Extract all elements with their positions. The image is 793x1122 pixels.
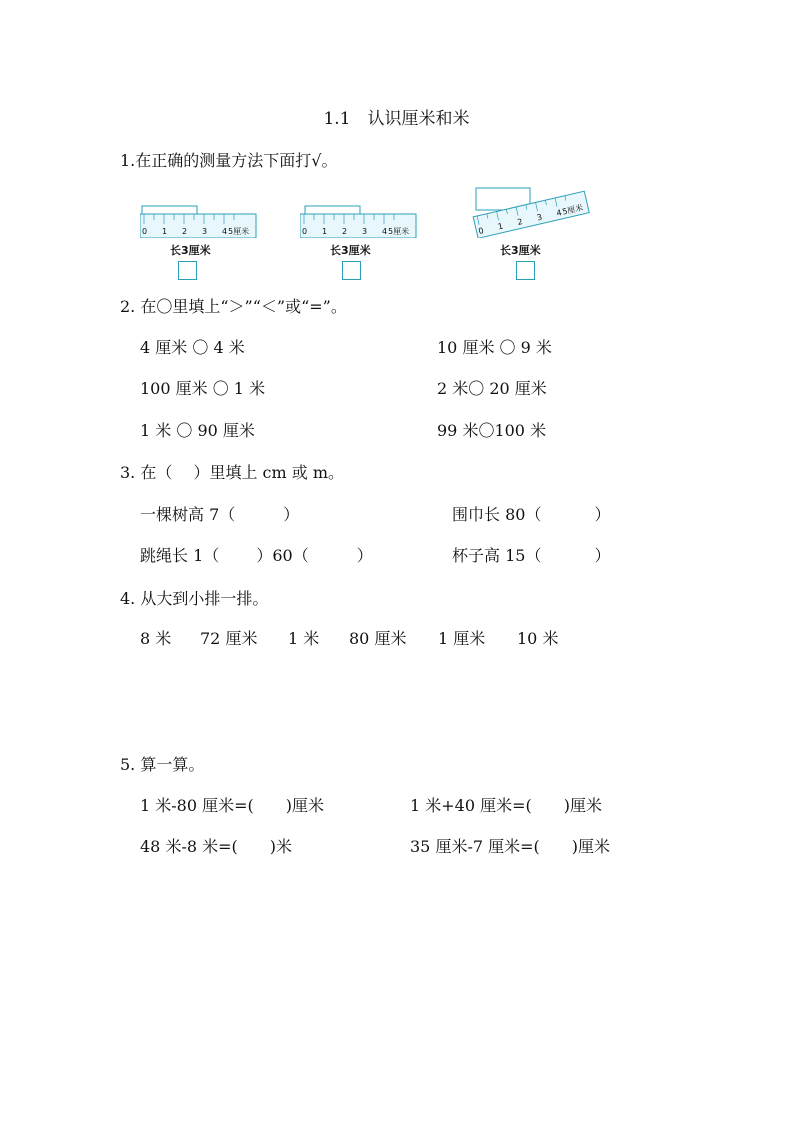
ruler-3-tick-0: 0 [477, 225, 485, 236]
q4-value-5: 1 厘米 [438, 629, 486, 648]
ruler-1-tick-2: 2 [182, 227, 188, 236]
ruler-1-tick-1: 1 [162, 227, 168, 236]
page-title: 1.1 认识厘米和米 [323, 109, 470, 129]
q4-value-1: 8 米 [140, 629, 172, 648]
q5-item-4[interactable]: 35 厘米-7 厘米=( )厘米 [410, 837, 611, 856]
ruler-2-tick-0: 0 [302, 227, 308, 236]
ruler-1-tick-3: 3 [202, 227, 208, 236]
q2-item-2[interactable]: 10 厘米 〇 9 米 [437, 338, 552, 357]
ruler-3 [470, 178, 590, 238]
q4-value-3: 1 米 [288, 629, 320, 648]
ruler-2-tick-4: 4 [382, 227, 388, 236]
answer-box-1[interactable] [178, 261, 197, 280]
ruler-3-tick-3: 3 [536, 212, 544, 223]
q4-value-2: 72 厘米 [200, 629, 258, 648]
q3-prompt: 3. 在（ ）里填上 cm 或 m。 [120, 463, 345, 482]
ruler-1 [140, 204, 258, 238]
answer-box-2[interactable] [342, 261, 361, 280]
ruler-2-tick-2: 2 [342, 227, 348, 236]
q4-prompt: 4. 从大到小排一排。 [120, 589, 269, 608]
q2-item-3[interactable]: 100 厘米 〇 1 米 [140, 379, 266, 398]
ruler-1-tick-4: 4 [222, 227, 228, 236]
q4-value-6: 10 米 [517, 629, 559, 648]
q2-item-5[interactable]: 1 米 〇 90 厘米 [140, 421, 255, 440]
ruler-3-label: 长3厘米 [500, 244, 541, 257]
ruler-3-tick-1: 1 [497, 221, 505, 232]
ruler-3-tick-5: 5厘米 [561, 203, 584, 217]
q5-prompt: 5. 算一算。 [120, 755, 205, 774]
answer-box-3[interactable] [516, 261, 535, 280]
ruler-3-tick-2: 2 [516, 216, 524, 227]
q3-item-2[interactable]: 围巾长 80（ ） [452, 505, 611, 524]
q5-item-1[interactable]: 1 米-80 厘米=( )厘米 [140, 796, 325, 815]
q2-item-1[interactable]: 4 厘米 〇 4 米 [140, 338, 245, 357]
q2-item-4[interactable]: 2 米〇 20 厘米 [437, 379, 547, 398]
ruler-2-tick-1: 1 [322, 227, 328, 236]
ruler-1-tick-0: 0 [142, 227, 148, 236]
q5-item-3[interactable]: 48 米-8 米=( )米 [140, 837, 293, 856]
ruler-1-label: 长3厘米 [170, 244, 211, 257]
q5-item-2[interactable]: 1 米+40 厘米=( )厘米 [410, 796, 603, 815]
q1-prompt: 1.在正确的测量方法下面打√。 [120, 151, 338, 170]
ruler-3-tick-4: 4 [555, 207, 563, 218]
q2-prompt: 2. 在〇里填上“＞”“＜”或“=”。 [120, 297, 347, 316]
ruler-2-tick-3: 3 [362, 227, 368, 236]
ruler-2-label: 长3厘米 [330, 244, 371, 257]
q3-item-4[interactable]: 杯子高 15（ ） [452, 546, 611, 565]
ruler-2-tick-5: 5厘米 [388, 227, 410, 236]
ruler-2 [300, 204, 418, 238]
q4-value-4: 80 厘米 [349, 629, 407, 648]
q3-item-1[interactable]: 一棵树高 7（ ） [140, 505, 300, 524]
q3-item-3[interactable]: 跳绳长 1（ ）60（ ） [140, 546, 373, 565]
q2-item-6[interactable]: 99 米〇100 米 [437, 421, 547, 440]
ruler-1-tick-5: 5厘米 [228, 227, 250, 236]
